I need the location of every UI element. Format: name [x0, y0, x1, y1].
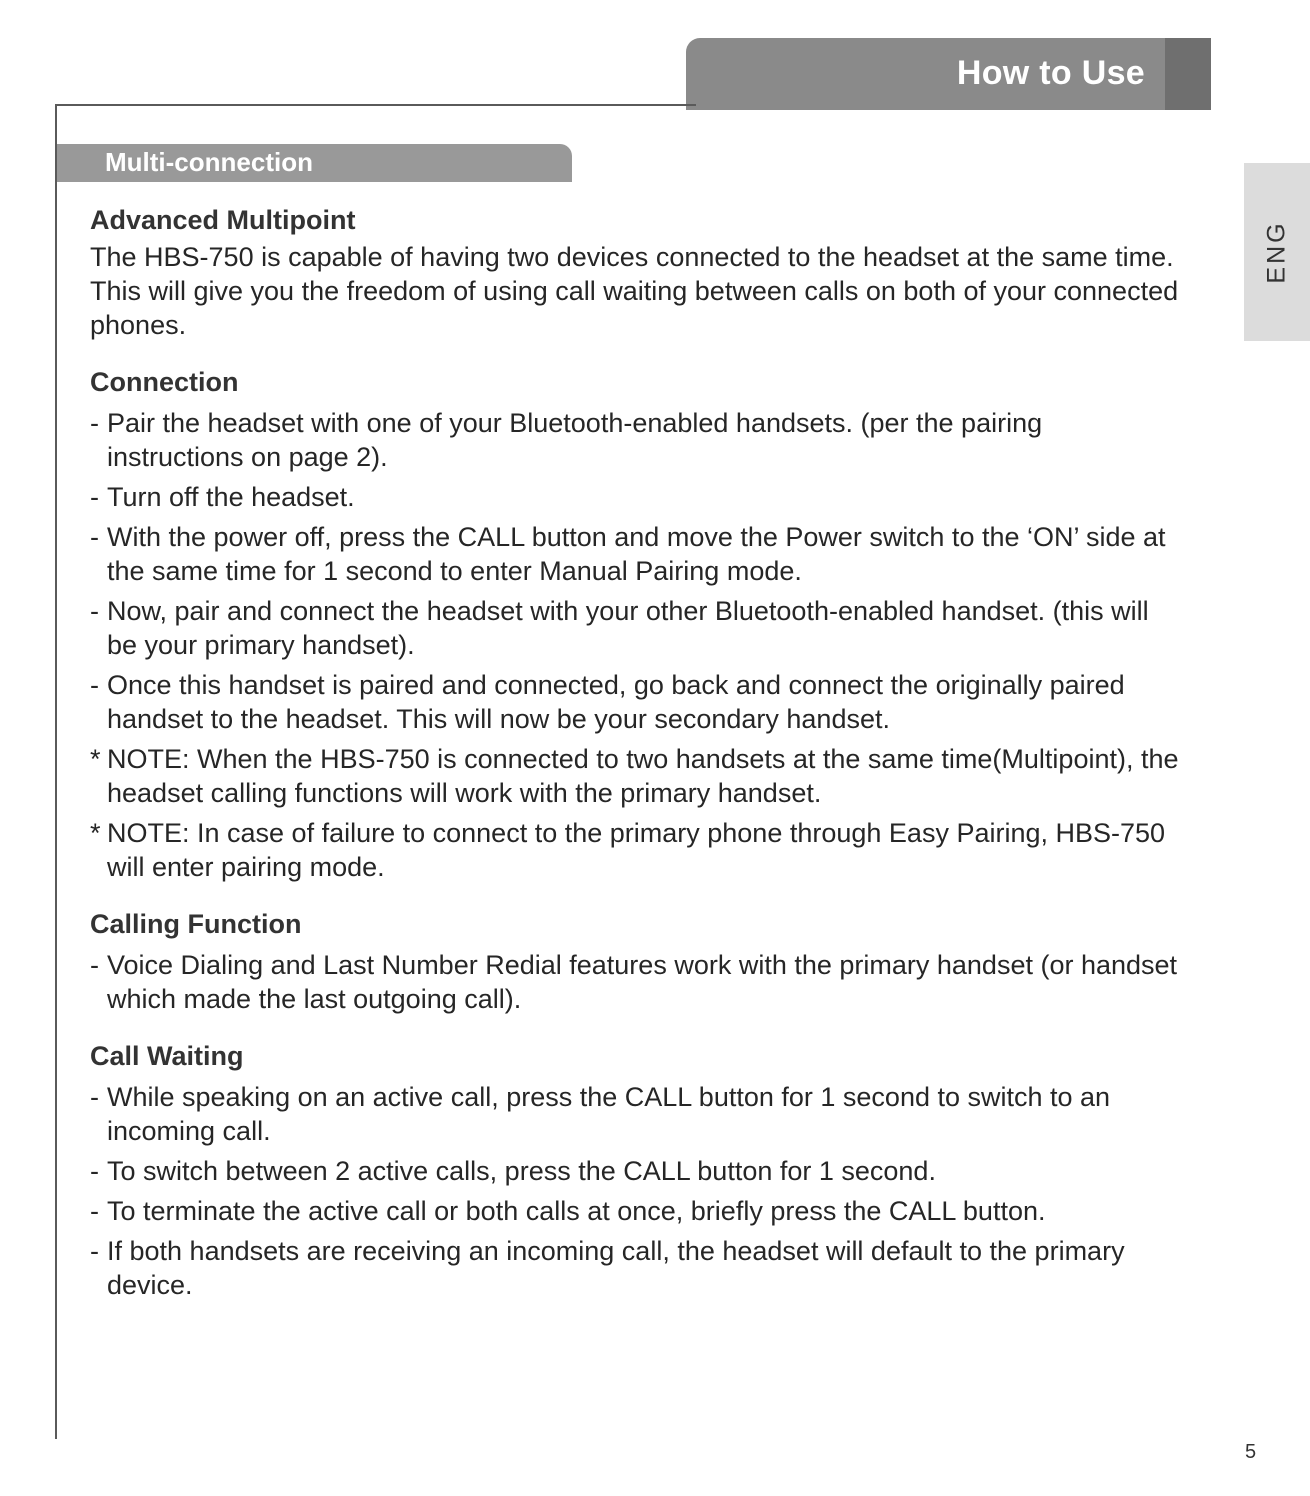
list-marker: - — [90, 950, 99, 980]
list-item-text: While speaking on an active call, press the CALL button for 1 second to switch to an incoming call. — [107, 1082, 1111, 1146]
list-marker: - — [90, 1082, 99, 1112]
instruction-list — [90, 1080, 1180, 1302]
section-title: Multi-connection — [105, 147, 313, 177]
section-calling-function — [90, 906, 1180, 1016]
note-text: NOTE: In case of failure to connect to the primary phone through Easy Pairing, HBS-750 will enter pairing mode. — [107, 818, 1166, 882]
top-border-line — [56, 104, 696, 106]
list-item — [90, 520, 1180, 588]
list-marker: - — [90, 1156, 99, 1186]
list-item-text: Pair the headset with one of your Bluetooth-enabled handsets. (per the pairing instructions on page 2). — [107, 408, 1043, 472]
list-item-text: To switch between 2 active calls, press the CALL button for 1 second. — [107, 1156, 936, 1186]
note-marker: * — [90, 744, 101, 774]
list-item — [90, 1154, 1180, 1188]
note-item — [90, 816, 1180, 884]
list-item-text: Once this handset is paired and connected, go back and connect the originally paired handset to the headset. This will now be your secondary handset. — [107, 670, 1125, 734]
list-item — [90, 594, 1180, 662]
note-marker: * — [90, 818, 101, 848]
list-item — [90, 668, 1180, 736]
list-item — [90, 1080, 1180, 1148]
section-heading: Connection — [90, 367, 239, 397]
note-text: NOTE: When the HBS-750 is connected to two handsets at the same time(Multipoint), the headset calling functions will work with the primary handset. — [107, 744, 1179, 808]
list-marker: - — [90, 408, 99, 438]
section-heading: Calling Function — [90, 909, 302, 939]
instruction-list — [90, 406, 1180, 884]
list-item-text: To terminate the active call or both calls at once, briefly press the CALL button. — [107, 1196, 1046, 1226]
list-marker: - — [90, 522, 99, 552]
page-number: 5 — [1245, 1441, 1257, 1463]
list-item-text: Voice Dialing and Last Number Redial features work with the primary handset (or handset which made the last outgoing call). — [107, 950, 1178, 1014]
list-item — [90, 948, 1180, 1016]
note-item — [90, 742, 1180, 810]
section-advanced-multipoint — [90, 202, 1180, 342]
language-label: ENG — [1262, 220, 1291, 284]
header-tab-end — [1165, 38, 1211, 110]
list-item — [90, 1234, 1180, 1302]
list-item-text: With the power off, press the CALL button and move the Power switch to the ‘ON’ side at the same time for 1 second to enter Manual Pairing mode. — [107, 522, 1166, 586]
instruction-list — [90, 948, 1180, 1016]
list-item-text: Now, pair and connect the headset with your other Bluetooth-enabled handset. (this will be your primary handset). — [107, 596, 1149, 660]
section-heading: Call Waiting — [90, 1041, 244, 1071]
list-item — [90, 1194, 1180, 1228]
list-item-text: If both handsets are receiving an incoming call, the headset will default to the primary device. — [107, 1236, 1125, 1300]
left-border-line — [55, 104, 57, 1439]
list-marker: - — [90, 482, 99, 512]
list-item — [90, 480, 1180, 514]
list-item-text: Turn off the headset. — [107, 482, 355, 512]
section-paragraph: The HBS-750 is capable of having two devices connected to the headset at the same time. This will give you the freedom of using call waiting between calls on both of your connected phones. — [90, 242, 1179, 340]
list-marker: - — [90, 596, 99, 626]
list-item — [90, 406, 1180, 474]
language-side-tab — [1244, 163, 1310, 341]
list-marker: - — [90, 1236, 99, 1266]
list-marker: - — [90, 670, 99, 700]
section-call-waiting — [90, 1038, 1180, 1302]
list-marker: - — [90, 1196, 99, 1226]
content-body — [90, 202, 1180, 1324]
section-heading: Advanced Multipoint — [90, 205, 356, 235]
section-tab — [57, 144, 572, 182]
header-title: How to Use — [956, 54, 1145, 92]
header-tab — [686, 38, 1211, 110]
section-connection — [90, 364, 1180, 884]
